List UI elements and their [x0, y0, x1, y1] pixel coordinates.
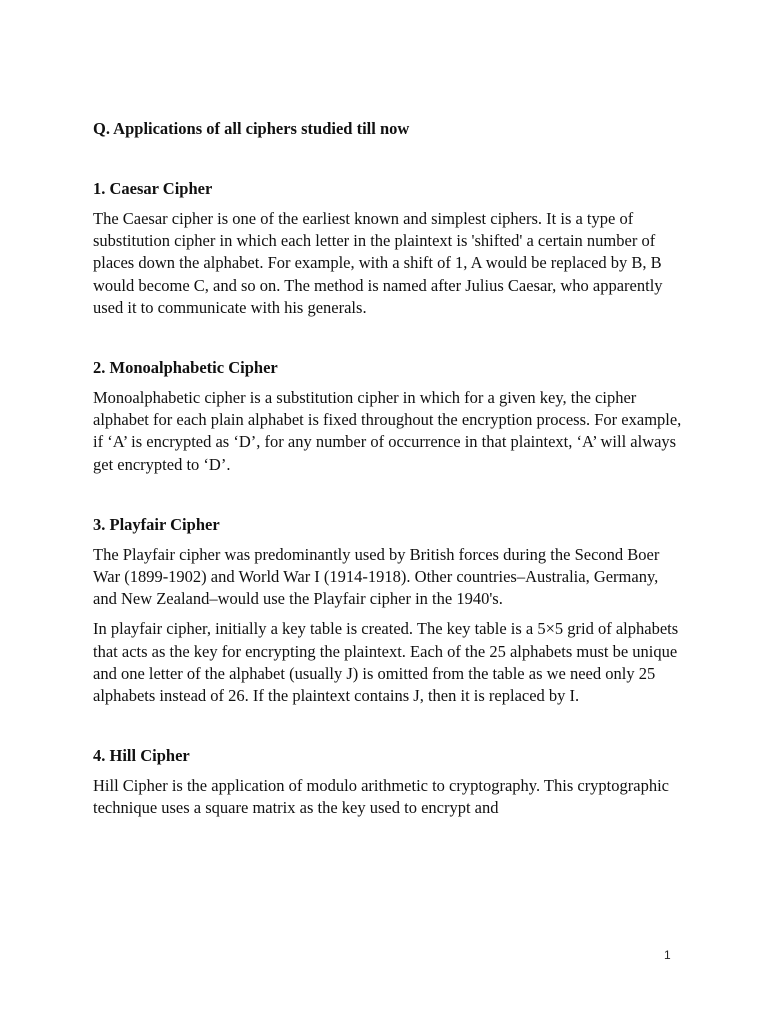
section-monoalphabetic-cipher — [93, 357, 683, 476]
paragraph: Hill Cipher is the application of modulo arithmetic to cryptography. This cryptographic technique uses a square matrix as the key used to encrypt and — [93, 776, 669, 818]
page-number: 1 — [664, 948, 671, 962]
paragraph: In playfair cipher, initially a key table is created. The key table is a 5×5 grid of alphabets that acts as the key for encrypting the plaintext. Each of the 25 alphabets must be unique and one letter of the alphabet (usually J) is omitted from the table as we need only 25 alphabets instead of 26. If the plaintext contains J, then it is replaced by I. — [93, 619, 679, 706]
paragraph: The Playfair cipher was predominantly used by British forces during the Second Boer War (1899-1902) and World War I (1914-1918). Other countries–Australia, Germany, and New Zealand–would use the Playfair cipher in the 1940's. — [93, 544, 660, 609]
section-caesar-cipher — [93, 178, 683, 319]
section-playfair-cipher — [93, 514, 683, 707]
section-title: 1. Caesar Cipher — [93, 179, 213, 198]
section-title: 4. Hill Cipher — [93, 746, 190, 766]
paragraph: Monoalphabetic cipher is a substitution cipher in which for a given key, the cipher alphabet for each plain alphabet is fixed throughout the encryption process. For example, if ‘A’ is encrypted as ‘D’, for any number of occurrence in that plaintext, ‘A’ will always get encrypted to ‘D’. — [93, 388, 682, 474]
paragraph: The Caesar cipher is one of the earliest known and simplest ciphers. It is a type of substitution cipher in which each letter in the plaintext is 'shifted' a certain number of places down the alphabet. For example, with a shift of 1, A would be replaced by B, B would become C, and so on. The method is named after Julius Caesar, who apparently used it to communicate with his generals. — [93, 209, 663, 317]
section-title: 3. Playfair Cipher — [93, 514, 220, 534]
section-hill-cipher — [93, 745, 683, 819]
document-content — [93, 118, 683, 858]
section-title: 2. Monoalphabetic Cipher — [93, 358, 278, 378]
question-heading: Q. Applications of all ciphers studied till now — [93, 119, 410, 138]
